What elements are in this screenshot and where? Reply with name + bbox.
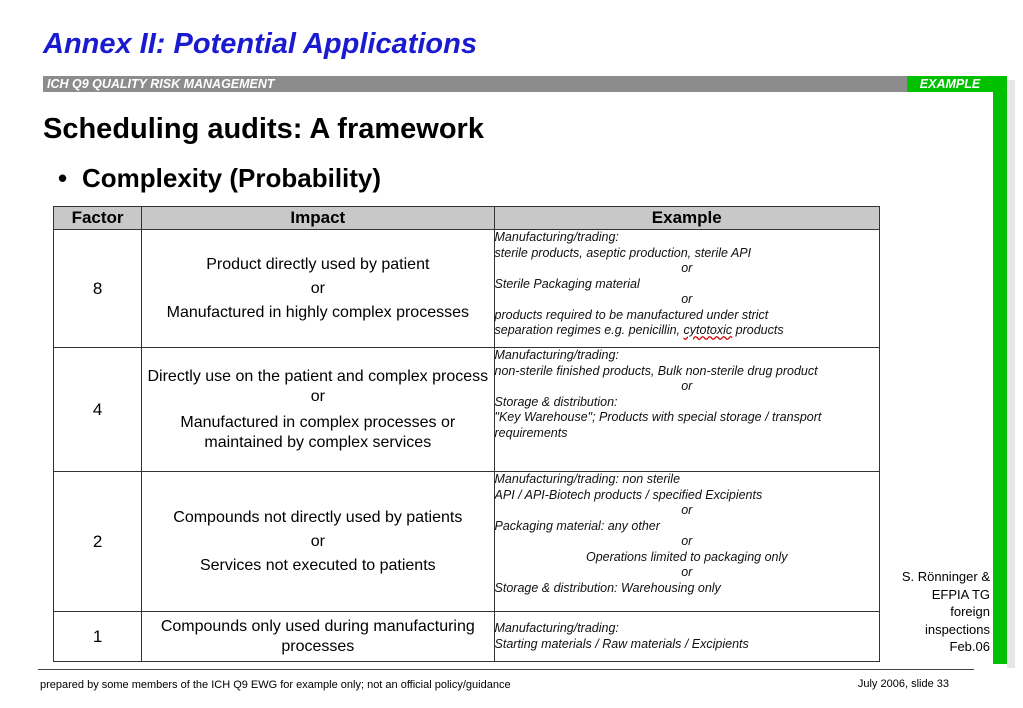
footer-slide-number: July 2006, slide 33	[857, 678, 949, 690]
example-or: or	[681, 261, 693, 275]
banner-label: ICH Q9 QUALITY RISK MANAGEMENT	[47, 77, 275, 91]
impact-text: Manufactured in highly complex processes	[166, 303, 469, 321]
example-or: or	[681, 534, 693, 548]
example-cell	[494, 348, 879, 472]
factor-cell: 2	[54, 472, 142, 612]
example-text: Manufacturing/trading:	[494, 621, 619, 635]
example-text: "Key Warehouse"; Products with special storage / transport requirements	[494, 410, 822, 440]
table-header-row	[54, 207, 880, 230]
example-cell	[494, 472, 879, 612]
example-or: or	[681, 565, 693, 579]
example-or: or	[681, 292, 693, 306]
example-text: Manufacturing/trading:	[494, 230, 619, 244]
bullet-item	[58, 163, 381, 194]
example-text: Manufacturing/trading:	[494, 348, 619, 362]
example-tag: EXAMPLE	[907, 76, 993, 92]
example-text: products required to be manufactured under strict	[494, 307, 769, 322]
header-factor: Factor	[54, 207, 142, 230]
author-note-line: foreign	[950, 604, 990, 619]
example-text: separation regimes e.g. penicillin, cytotoxic products	[494, 323, 784, 337]
factor-cell: 1	[54, 612, 142, 662]
slide-title: Annex II: Potential Applications	[43, 28, 477, 60]
bullet-icon: •	[58, 163, 68, 193]
footer-divider	[38, 669, 974, 670]
impact-text: Manufactured in complex processes or maintained by complex services	[180, 413, 456, 451]
impact-cell	[142, 612, 494, 662]
impact-cell	[142, 230, 494, 348]
example-cell	[494, 612, 879, 662]
accent-bar-shadow	[1007, 80, 1015, 668]
example-text: Operations limited to packaging only	[586, 549, 788, 564]
author-note-line: EFPIA TG	[931, 586, 990, 602]
impact-text: Directly use on the patient and complex process	[147, 367, 489, 385]
header-impact: Impact	[142, 207, 494, 230]
impact-or: or	[310, 387, 325, 405]
example-cell	[494, 230, 879, 348]
impact-cell	[142, 348, 494, 472]
example-text: Manufacturing/trading: non sterile	[494, 472, 681, 486]
factor-cell: 4	[54, 348, 142, 472]
table-row	[54, 472, 880, 612]
example-text: API / API-Biotech products / specified Excipients	[494, 487, 763, 502]
bullet-text: Complexity (Probability)	[82, 163, 382, 193]
example-text: sterile products, aseptic production, sterile API	[494, 245, 752, 260]
author-note	[870, 568, 990, 656]
accent-bar	[993, 76, 1007, 664]
table-row	[54, 348, 880, 472]
header-example: Example	[494, 207, 879, 230]
example-or: or	[681, 379, 693, 393]
example-text: Packaging material: any other	[494, 518, 660, 533]
example-text: Starting materials / Raw materials / Excipients	[494, 636, 749, 651]
table-row	[54, 230, 880, 348]
impact-text: Compounds not directly used by patients	[173, 508, 463, 526]
impact-text: Compounds only used during manufacturing processes	[160, 617, 475, 655]
table-row	[54, 612, 880, 662]
author-note-line: inspections	[924, 621, 990, 637]
header-banner	[43, 76, 993, 92]
author-note-line: Feb.06	[949, 639, 990, 654]
author-note-line: S. Rönninger &	[901, 569, 990, 584]
impact-or: or	[310, 279, 325, 297]
example-text: Sterile Packaging material	[494, 276, 640, 291]
factor-cell: 8	[54, 230, 142, 348]
example-text: Storage & distribution:	[494, 394, 618, 409]
impact-text: Product directly used by patient	[206, 255, 430, 273]
impact-cell	[142, 472, 494, 612]
footer-disclaimer: prepared by some members of the ICH Q9 EWG for example only; not an official policy/guidance	[40, 679, 511, 691]
complexity-table	[53, 206, 880, 662]
example-text: non-sterile finished products, Bulk non-sterile drug product	[494, 363, 818, 378]
impact-text: Services not executed to patients	[199, 556, 436, 574]
impact-or: or	[310, 532, 325, 550]
slide-subtitle: Scheduling audits: A framework	[43, 113, 484, 145]
example-text: Storage & distribution: Warehousing only	[494, 580, 721, 595]
example-or: or	[681, 503, 693, 517]
